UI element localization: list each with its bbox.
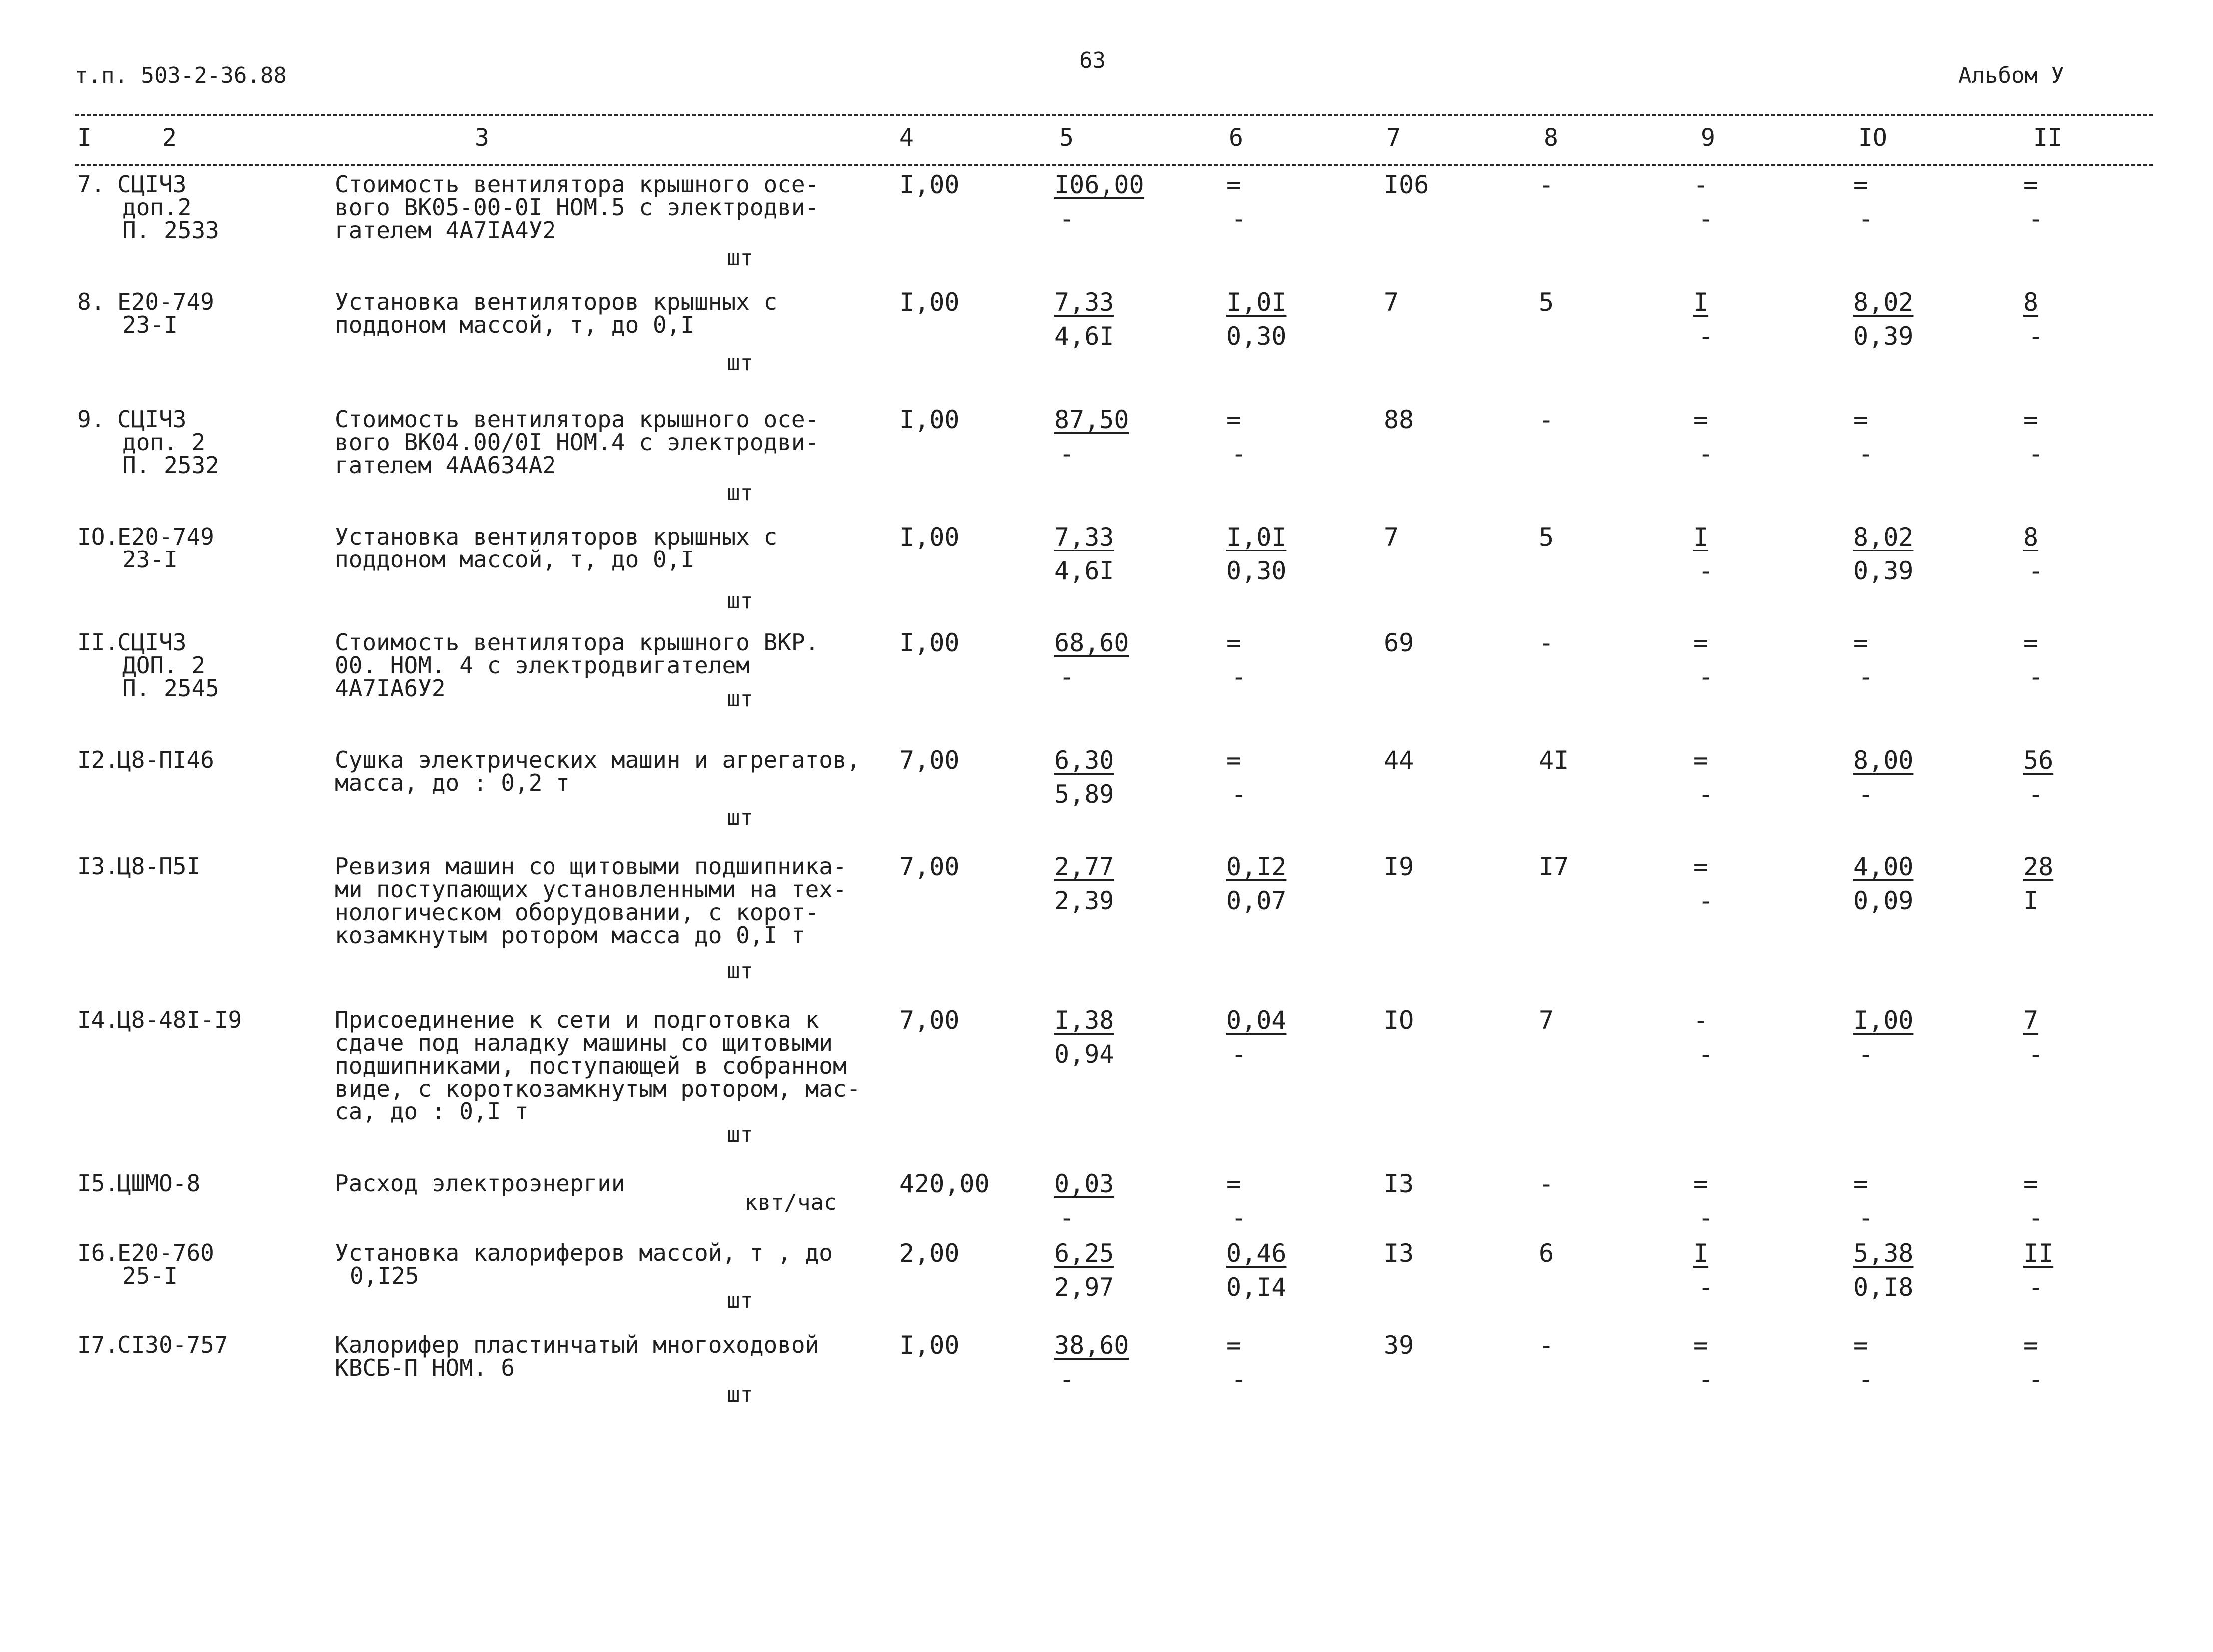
row-description: Стоимость вентилятора крышного осе- xyxy=(335,171,819,198)
row-c9-top: = xyxy=(1693,746,1709,775)
column-header: 2 xyxy=(162,124,177,152)
column-header: 7 xyxy=(1386,124,1401,152)
row-c10-top: 8,02 xyxy=(1853,523,1914,551)
row-description: гателем 4АА634А2 xyxy=(335,452,556,479)
row-c8: - xyxy=(1539,170,1554,199)
row-code: СЦIЧ3 xyxy=(117,406,187,433)
row-c11-top: = xyxy=(2023,405,2039,434)
row-quantity: I,00 xyxy=(899,523,960,551)
row-c5-bottom: 4,6I xyxy=(1054,322,1114,351)
row-number: I7. xyxy=(77,1331,119,1358)
row-c9-bottom: - xyxy=(1698,322,1714,351)
row-c6-bottom: - xyxy=(1231,1203,1247,1232)
row-c9-bottom: - xyxy=(1698,204,1714,233)
row-c8: 5 xyxy=(1539,523,1554,551)
row-c7: I06 xyxy=(1384,170,1429,199)
row-c6-bottom: - xyxy=(1231,780,1247,809)
row-c11-top: = xyxy=(2023,1169,2039,1198)
row-description: нологическом оборудовании, с корот- xyxy=(335,899,819,926)
row-code: доп.2 xyxy=(122,194,192,221)
row-c8: 6 xyxy=(1539,1239,1554,1268)
row-description: ми поступающих установленными на тех- xyxy=(335,876,847,903)
row-c5-top: 87,50 xyxy=(1054,405,1129,434)
row-c10-top: = xyxy=(1853,1169,1869,1198)
row-description: 0,I25 xyxy=(350,1262,419,1289)
row-code: 25-I xyxy=(122,1262,178,1289)
column-header: 4 xyxy=(899,124,914,152)
row-c6-bottom: - xyxy=(1231,1040,1247,1069)
row-quantity: I,00 xyxy=(899,628,960,657)
row-c9-bottom: - xyxy=(1698,1040,1714,1069)
row-c7: 44 xyxy=(1384,746,1414,775)
row-unit: шт xyxy=(727,480,753,506)
row-c5-bottom: - xyxy=(1059,1365,1075,1394)
row-c7: I3 xyxy=(1384,1239,1414,1268)
row-number: II. xyxy=(77,629,119,656)
row-c6-bottom: - xyxy=(1231,439,1247,468)
row-c10-top: I,00 xyxy=(1853,1006,1914,1035)
column-header: 9 xyxy=(1701,124,1715,152)
row-description: вого ВК05-00-0I НОМ.5 с электродви- xyxy=(335,194,819,221)
row-c5-top: I,38 xyxy=(1054,1006,1114,1035)
row-description: Установка вентиляторов крышных с xyxy=(335,523,778,550)
row-c11-bottom: - xyxy=(2028,1203,2044,1232)
row-c9-top: - xyxy=(1693,1006,1709,1035)
row-c11-top: 56 xyxy=(2023,746,2054,775)
row-c6-bottom: - xyxy=(1231,662,1247,691)
row-c5-top: 38,60 xyxy=(1054,1331,1129,1360)
row-code: СI30-757 xyxy=(117,1331,228,1358)
row-c6-top: = xyxy=(1226,746,1242,775)
row-c11-bottom: I xyxy=(2023,886,2039,915)
row-c10-bottom: 0,09 xyxy=(1853,886,1914,915)
row-description: сдаче под наладку машины со щитовыми xyxy=(335,1029,833,1056)
row-c9-bottom: - xyxy=(1698,780,1714,809)
row-number: I2. xyxy=(77,746,119,773)
column-header: 8 xyxy=(1544,124,1558,152)
row-c5-top: 2,77 xyxy=(1054,852,1114,881)
row-unit: шт xyxy=(727,686,753,712)
row-description: Стоимость вентилятора крышного осе- xyxy=(335,406,819,433)
row-c7: 39 xyxy=(1384,1331,1414,1360)
row-code: Ц8-ПI46 xyxy=(117,746,214,773)
row-description: поддоном массой, т, до 0,I xyxy=(335,311,695,338)
column-header: IO xyxy=(1858,124,1887,152)
column-header: II xyxy=(2033,124,2062,152)
row-c5-bottom: 0,94 xyxy=(1054,1040,1114,1069)
row-c10-top: 8,02 xyxy=(1853,288,1914,317)
row-code: 23-I xyxy=(122,311,178,338)
row-c9-top: I xyxy=(1693,1239,1709,1268)
row-description: 00. НОМ. 4 с электродвигателем xyxy=(335,652,750,679)
row-description: КВСБ-П НОМ. 6 xyxy=(335,1354,515,1381)
row-description: вого ВК04.00/0I НОМ.4 с электродви- xyxy=(335,429,819,456)
row-c9-top: = xyxy=(1693,852,1709,881)
row-unit: шт xyxy=(727,1122,753,1147)
row-c10-bottom: 0,I8 xyxy=(1853,1273,1914,1302)
row-c7: 7 xyxy=(1384,523,1399,551)
row-code: Ц8-48I-I9 xyxy=(117,1006,242,1033)
row-code: СЦIЧ3 xyxy=(117,171,187,198)
row-c11-top: = xyxy=(2023,1331,2039,1360)
column-header: 6 xyxy=(1229,124,1243,152)
row-c8: - xyxy=(1539,405,1554,434)
row-code: П. 2545 xyxy=(122,675,219,702)
row-c10-top: 5,38 xyxy=(1853,1239,1914,1268)
row-c6-top: I,0I xyxy=(1226,288,1287,317)
row-code: П. 2532 xyxy=(122,452,219,479)
row-c10-bottom: - xyxy=(1858,439,1874,468)
row-c8: 4I xyxy=(1539,746,1569,775)
row-number: 8. xyxy=(77,288,105,315)
row-quantity: I,00 xyxy=(899,1331,960,1360)
row-quantity: I,00 xyxy=(899,170,960,199)
row-c5-bottom: - xyxy=(1059,662,1075,691)
row-description: подшипниками, поступающей в собранном xyxy=(335,1052,847,1079)
row-quantity: 420,00 xyxy=(899,1169,990,1198)
row-description: Расход электроэнергии xyxy=(335,1170,625,1197)
row-c11-bottom: - xyxy=(2028,322,2044,351)
row-c5-bottom: 4,6I xyxy=(1054,556,1114,585)
row-c5-top: I06,00 xyxy=(1054,170,1144,199)
row-c6-bottom: - xyxy=(1231,204,1247,233)
row-c9-top: I xyxy=(1693,288,1709,317)
row-c6-top: = xyxy=(1226,170,1242,199)
row-code: 23-I xyxy=(122,546,178,573)
row-c6-bottom: 0,07 xyxy=(1226,886,1287,915)
row-c5-bottom: 5,89 xyxy=(1054,780,1114,809)
row-code: ЦШМО-8 xyxy=(117,1170,201,1197)
row-unit: шт xyxy=(727,588,753,614)
row-c5-top: 7,33 xyxy=(1054,523,1114,551)
row-c11-bottom: - xyxy=(2028,662,2044,691)
row-c11-bottom: - xyxy=(2028,1365,2044,1394)
row-c6-bottom: 0,I4 xyxy=(1226,1273,1287,1302)
row-c10-top: 4,00 xyxy=(1853,852,1914,881)
column-header: 5 xyxy=(1059,124,1074,152)
row-number: I3. xyxy=(77,853,119,880)
row-description: поддоном массой, т, до 0,I xyxy=(335,546,695,573)
row-c11-top: = xyxy=(2023,170,2039,199)
row-unit: шт xyxy=(727,1288,753,1313)
row-c5-bottom: 2,39 xyxy=(1054,886,1114,915)
row-description: гателем 4А7IА4У2 xyxy=(335,217,556,244)
row-code: Ц8-П5I xyxy=(117,853,201,880)
header-rule-top xyxy=(75,114,2153,116)
row-c9-top: = xyxy=(1693,628,1709,657)
row-c9-bottom: - xyxy=(1698,556,1714,585)
row-c9-top: - xyxy=(1693,170,1709,199)
row-c7: 69 xyxy=(1384,628,1414,657)
row-unit: шт xyxy=(727,245,753,271)
row-c9-top: I xyxy=(1693,523,1709,551)
row-c10-top: = xyxy=(1853,170,1869,199)
row-c6-top: 0,I2 xyxy=(1226,852,1287,881)
row-c10-top: = xyxy=(1853,1331,1869,1360)
row-c6-bottom: 0,30 xyxy=(1226,322,1287,351)
row-c8: - xyxy=(1539,1169,1554,1198)
row-c10-top: = xyxy=(1853,405,1869,434)
row-quantity: 7,00 xyxy=(899,1006,960,1035)
row-description: Установка калориферов массой, т , до xyxy=(335,1239,833,1266)
row-description: козамкнутым ротором масса до 0,I т xyxy=(335,922,805,949)
row-c7: 7 xyxy=(1384,288,1399,317)
row-c9-bottom: - xyxy=(1698,886,1714,915)
row-code: ДОП. 2 xyxy=(122,652,206,679)
row-c9-bottom: - xyxy=(1698,662,1714,691)
row-code: П. 2533 xyxy=(122,217,219,244)
row-description: Установка вентиляторов крышных с xyxy=(335,288,778,315)
row-c8: 7 xyxy=(1539,1006,1554,1035)
row-c8: - xyxy=(1539,628,1554,657)
column-header: 3 xyxy=(475,124,489,152)
row-number: I4. xyxy=(77,1006,119,1033)
row-number: I6. xyxy=(77,1239,119,1266)
row-number: I5. xyxy=(77,1170,119,1197)
header-rule-bottom xyxy=(75,164,2153,166)
row-c11-top: = xyxy=(2023,628,2039,657)
row-description: Ревизия машин со щитовыми подшипника- xyxy=(335,853,847,880)
row-c11-top: 8 xyxy=(2023,288,2039,317)
row-c11-top: II xyxy=(2023,1239,2054,1268)
row-c6-bottom: - xyxy=(1231,1365,1247,1394)
column-header: I xyxy=(77,124,92,152)
row-c10-bottom: - xyxy=(1858,662,1874,691)
row-c10-bottom: - xyxy=(1858,780,1874,809)
row-c6-top: 0,46 xyxy=(1226,1239,1287,1268)
row-c10-bottom: 0,39 xyxy=(1853,322,1914,351)
row-c9-top: = xyxy=(1693,1169,1709,1198)
row-c7: IO xyxy=(1384,1006,1414,1035)
row-c6-bottom: 0,30 xyxy=(1226,556,1287,585)
row-unit: квт/час xyxy=(744,1190,837,1215)
row-description: Сушка электрических машин и агрегатов, xyxy=(335,746,861,773)
row-c11-bottom: - xyxy=(2028,1273,2044,1302)
row-c6-top: = xyxy=(1226,1331,1242,1360)
row-c9-bottom: - xyxy=(1698,439,1714,468)
row-c7: I3 xyxy=(1384,1169,1414,1198)
row-c6-top: = xyxy=(1226,628,1242,657)
row-number: IO. xyxy=(77,523,119,550)
row-code: Е20-749 xyxy=(117,523,214,550)
row-description: Присоединение к сети и подготовка к xyxy=(335,1006,819,1033)
row-c11-top: 28 xyxy=(2023,852,2054,881)
row-description: Стоимость вентилятора крышного ВКР. xyxy=(335,629,819,656)
row-description: виде, с короткозамкнутым ротором, мас- xyxy=(335,1075,861,1102)
row-unit: шт xyxy=(727,350,753,376)
row-c8: 5 xyxy=(1539,288,1554,317)
row-c11-bottom: - xyxy=(2028,439,2044,468)
row-unit: шт xyxy=(727,958,753,984)
row-quantity: I,00 xyxy=(899,405,960,434)
row-code: Е20-749 xyxy=(117,288,214,315)
row-c11-top: 8 xyxy=(2023,523,2039,551)
row-number: 9. xyxy=(77,406,105,433)
row-c8: I7 xyxy=(1539,852,1569,881)
row-c5-bottom: 2,97 xyxy=(1054,1273,1114,1302)
row-c10-top: = xyxy=(1853,628,1869,657)
row-c5-top: 6,25 xyxy=(1054,1239,1114,1268)
doc-reference: т.п. 503-2-36.88 xyxy=(75,63,287,88)
row-c6-top: = xyxy=(1226,1169,1242,1198)
row-quantity: 7,00 xyxy=(899,746,960,775)
row-c5-bottom: - xyxy=(1059,439,1075,468)
row-description: Калорифер пластинчатый многоходовой xyxy=(335,1331,819,1358)
row-quantity: 2,00 xyxy=(899,1239,960,1268)
row-c10-bottom: - xyxy=(1858,204,1874,233)
row-unit: шт xyxy=(727,805,753,830)
row-c11-bottom: - xyxy=(2028,556,2044,585)
row-code: Е20-760 xyxy=(117,1239,214,1266)
album-label: Альбом У xyxy=(1958,63,2064,88)
row-c6-top: = xyxy=(1226,405,1242,434)
row-c5-top: 7,33 xyxy=(1054,288,1114,317)
row-c10-bottom: 0,39 xyxy=(1853,556,1914,585)
row-number: 7. xyxy=(77,171,105,198)
row-c9-top: = xyxy=(1693,1331,1709,1360)
row-c9-bottom: - xyxy=(1698,1273,1714,1302)
row-c7: 88 xyxy=(1384,405,1414,434)
row-quantity: I,00 xyxy=(899,288,960,317)
row-code: доп. 2 xyxy=(122,429,206,456)
row-description: масса, до : 0,2 т xyxy=(335,769,570,796)
row-c11-bottom: - xyxy=(2028,780,2044,809)
row-c9-top: = xyxy=(1693,405,1709,434)
row-c11-top: 7 xyxy=(2023,1006,2039,1035)
page-number: 63 xyxy=(1079,48,1106,73)
row-description: са, до : 0,I т xyxy=(335,1098,529,1125)
row-c5-bottom: - xyxy=(1059,204,1075,233)
row-code: СЦIЧ3 xyxy=(117,629,187,656)
row-c5-top: 0,03 xyxy=(1054,1169,1114,1198)
row-quantity: 7,00 xyxy=(899,852,960,881)
row-c11-bottom: - xyxy=(2028,1040,2044,1069)
row-c6-top: I,0I xyxy=(1226,523,1287,551)
row-c10-bottom: - xyxy=(1858,1040,1874,1069)
row-c9-bottom: - xyxy=(1698,1365,1714,1394)
row-c8: - xyxy=(1539,1331,1554,1360)
row-c5-top: 68,60 xyxy=(1054,628,1129,657)
row-c6-top: 0,04 xyxy=(1226,1006,1287,1035)
row-c5-bottom: - xyxy=(1059,1203,1075,1232)
row-c5-top: 6,30 xyxy=(1054,746,1114,775)
row-c10-bottom: - xyxy=(1858,1365,1874,1394)
row-c11-bottom: - xyxy=(2028,204,2044,233)
row-c9-bottom: - xyxy=(1698,1203,1714,1232)
row-unit: шт xyxy=(727,1382,753,1407)
row-c7: I9 xyxy=(1384,852,1414,881)
row-c10-top: 8,00 xyxy=(1853,746,1914,775)
row-description: 4А7IА6У2 xyxy=(335,675,446,702)
row-c10-bottom: - xyxy=(1858,1203,1874,1232)
